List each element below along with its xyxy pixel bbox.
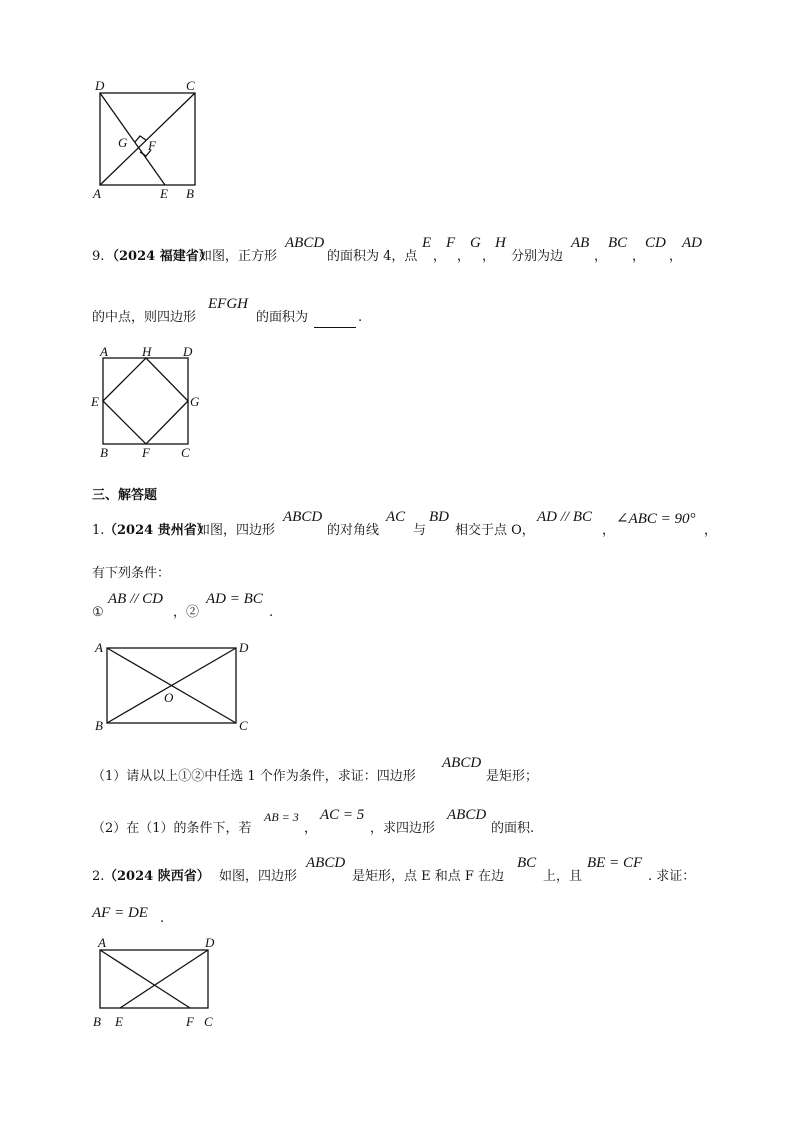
math-ab-equals-3: AB = 3 xyxy=(264,810,299,824)
label-d: D xyxy=(183,344,193,359)
problem-text: 的对角线 xyxy=(327,523,380,538)
label-d: D xyxy=(205,935,215,950)
math-abcd: ABCD xyxy=(283,509,323,525)
label-f: F xyxy=(142,445,150,460)
problem-text: 相交于点 O， xyxy=(455,523,535,538)
subquestion-2-text: ，求四边形 xyxy=(370,821,436,836)
label-c: C xyxy=(204,1014,213,1029)
problem-text: 有下列条件： xyxy=(92,566,171,581)
label-c: C xyxy=(181,445,190,460)
math-bd: BD xyxy=(429,509,449,525)
math-abcd: ABCD xyxy=(442,755,482,771)
question-text: 如图，正方形 xyxy=(199,249,278,264)
subquestion-2-text: 的面积. xyxy=(491,821,535,836)
period: . xyxy=(160,911,165,926)
label-a: A xyxy=(95,640,103,655)
label-g: G xyxy=(190,394,200,409)
rectangle-abcd xyxy=(100,950,208,1008)
segment-de xyxy=(120,950,208,1008)
math-g: G xyxy=(470,235,481,251)
separator: ， xyxy=(704,523,718,538)
question-source: （2024 福建省） xyxy=(106,249,212,264)
separator: ， xyxy=(457,249,471,264)
math-abcd: ABCD xyxy=(285,235,325,251)
math-ad: AD xyxy=(682,235,702,251)
section-heading: 三、解答题 xyxy=(92,488,158,503)
math-ab: AB xyxy=(571,235,590,251)
question-text: 分别为边 xyxy=(511,249,564,264)
label-b: B xyxy=(100,445,108,460)
problem-number: 2. xyxy=(92,869,105,884)
separator: ， xyxy=(632,249,646,264)
question-number: 9. xyxy=(92,249,105,264)
math-bc: BC xyxy=(517,855,537,871)
math-cd: CD xyxy=(645,235,666,251)
segment-af xyxy=(100,950,190,1008)
math-h: H xyxy=(495,235,506,251)
problem-text: 如图，四边形 xyxy=(197,523,276,538)
question-text: 的面积为 xyxy=(256,310,309,325)
label-f: F xyxy=(148,138,156,153)
period: . xyxy=(269,605,274,620)
label-b: B xyxy=(186,186,194,201)
problem-source: （2024 贵州省） xyxy=(104,523,210,538)
math-ab-parallel-cd: AB // CD xyxy=(108,591,163,607)
math-bc: BC xyxy=(608,235,628,251)
label-a: A xyxy=(100,344,108,359)
label-o: O xyxy=(164,690,174,705)
label-e: E xyxy=(115,1014,123,1029)
separator: ， xyxy=(594,249,608,264)
problem-text: 是矩形，点 E 和点 F 在边 xyxy=(352,869,505,884)
label-b: B xyxy=(95,718,103,733)
math-efgh: EFGH xyxy=(208,296,248,312)
math-f: F xyxy=(446,235,456,251)
math-ac-equals-5: AC = 5 xyxy=(320,807,365,823)
problem-source: （2024 陕西省） xyxy=(104,869,210,884)
condition-2-marker: ，② xyxy=(173,605,200,620)
separator: ， xyxy=(482,249,496,264)
math-ac: AC xyxy=(386,509,406,525)
math-ad-equals-bc: AD = BC xyxy=(206,591,263,607)
label-h: H xyxy=(142,344,152,359)
separator: ， xyxy=(669,249,683,264)
math-ad-parallel-bc: AD // BC xyxy=(537,509,592,525)
subquestion-1-text: （1）请从以上①②中任选 1 个作为条件，求证：四边形 xyxy=(92,769,416,784)
period: . xyxy=(358,310,363,325)
problem-text: . 求证： xyxy=(648,869,696,884)
label-c: C xyxy=(239,718,248,733)
math-abcd: ABCD xyxy=(306,855,346,871)
label-g: G xyxy=(118,135,128,150)
label-d: D xyxy=(95,78,105,93)
separator: ， xyxy=(433,249,447,264)
math-e: E xyxy=(422,235,432,251)
question-text: 的中点，则四边形 xyxy=(92,310,197,325)
label-d: D xyxy=(239,640,249,655)
label-a: A xyxy=(93,186,101,201)
math-abcd: ABCD xyxy=(447,807,487,823)
label-f: F xyxy=(186,1014,194,1029)
label-a: A xyxy=(98,935,106,950)
label-b: B xyxy=(93,1014,101,1029)
subquestion-2-text: （2）在（1）的条件下，若 xyxy=(92,821,252,836)
subquestion-1-text: 是矩形； xyxy=(486,769,539,784)
separator: ， xyxy=(602,523,616,538)
problem-text: 如图，四边形 xyxy=(219,869,298,884)
problem-number: 1. xyxy=(92,523,105,538)
separator: ， xyxy=(304,821,318,836)
problem-text: 上，且 xyxy=(543,869,583,884)
problem-text: 与 xyxy=(413,523,427,538)
question-text: 的面积为 4，点 xyxy=(327,249,418,264)
label-e: E xyxy=(160,186,168,201)
label-e: E xyxy=(91,394,99,409)
math-af-equals-de: AF = DE xyxy=(92,905,148,921)
math-be-equals-cf: BE = CF xyxy=(587,855,643,871)
math-angle-abc: ∠ABC = 90° xyxy=(616,511,696,527)
label-c: C xyxy=(186,78,195,93)
condition-1-marker: ① xyxy=(92,605,104,620)
